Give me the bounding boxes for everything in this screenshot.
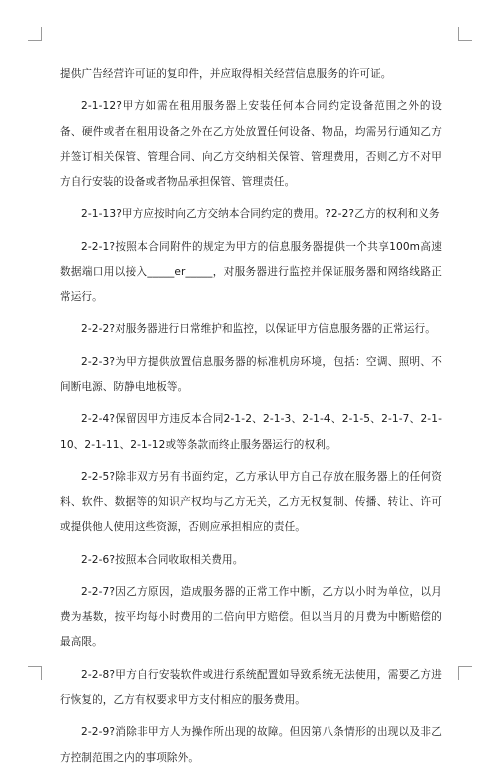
paragraph-clause-2-1-12: 2-1-12?甲方如需在租用服务器上安装任何本合同约定设备范围之外的设备、硬件或者在租用设备之外在乙方处放置任何设备、物品，均需另行通知乙方并签订相关保管、管理合同、向乙方交纳相关保管、管理费用，否则乙方不对甲方自行安装的设备或者物品承担保管、管理责任。	[60, 100, 442, 188]
paragraph-clause-2-2-1: 2-2-1?按照本合同附件的规定为甲方的信息服务器提供一个共享100m高速数据端口用以接入_____er_____，对服务器进行监控并保证服务器和网络线路正常运行。	[60, 240, 442, 303]
paragraph-clause-2-2-7: 2-2-7?因乙方原因，造成服务器的正常工作中断，乙方以小时为单位，以月费为基数，按平均每小时费用的二倍向甲方赔偿。但以当月的月费为中断赔偿的最高限。	[60, 586, 442, 649]
paragraph-clause-2-2-3: 2-2-3?为甲方提供放置信息服务器的标准机房环境，包括：空调、照明、不间断电源、防静电地板等。	[60, 355, 442, 393]
paragraph-clause-2-2-8: 2-2-8?甲方自行安装软件或进行系统配置如导致系统无法使用，需要乙方进行恢复的，乙方有权要求甲方支付相应的服务费用。	[60, 668, 442, 706]
paragraph-clause-2-2-4: 2-2-4?保留因甲方违反本合同2-1-2、2-1-3、2-1-4、2-1-5、2-1-7、2-1-10、2-1-11、2-1-12或等条款而终止服务器运行的权利。	[60, 413, 442, 451]
paragraph-clause-2-2-5: 2-2-5?除非双方另有书面约定，乙方承认甲方自己存放在服务器上的任何资料、软件、数据等的知识产权均与乙方无关，乙方无权复制、传播、转让、许可或提供他人使用这些资源，否则应承担相应的责任。	[60, 471, 442, 534]
document-body	[60, 62, 442, 778]
paragraph-clause-2-2-9: 2-2-9?消除非甲方人为操作所出现的故障。但因第八条情形的出现以及非乙方控制范围之内的事项除外。	[60, 726, 442, 764]
paragraph-license-copy: 提供广告经营许可证的复印件，并应取得相关经营信息服务的许可证。	[60, 68, 392, 80]
paragraph-clause-2-1-13: 2-1-13?甲方应按时向乙方交纳本合同约定的费用。?2-2?乙方的权利和义务	[81, 208, 440, 221]
paragraph-clause-2-2-6: 2-2-6?按照本合同收取相关费用。	[81, 553, 244, 566]
paragraph-clause-2-2-2: 2-2-2?对服务器进行日常维护和监控，以保证甲方信息服务器的正常运行。	[81, 323, 436, 336]
